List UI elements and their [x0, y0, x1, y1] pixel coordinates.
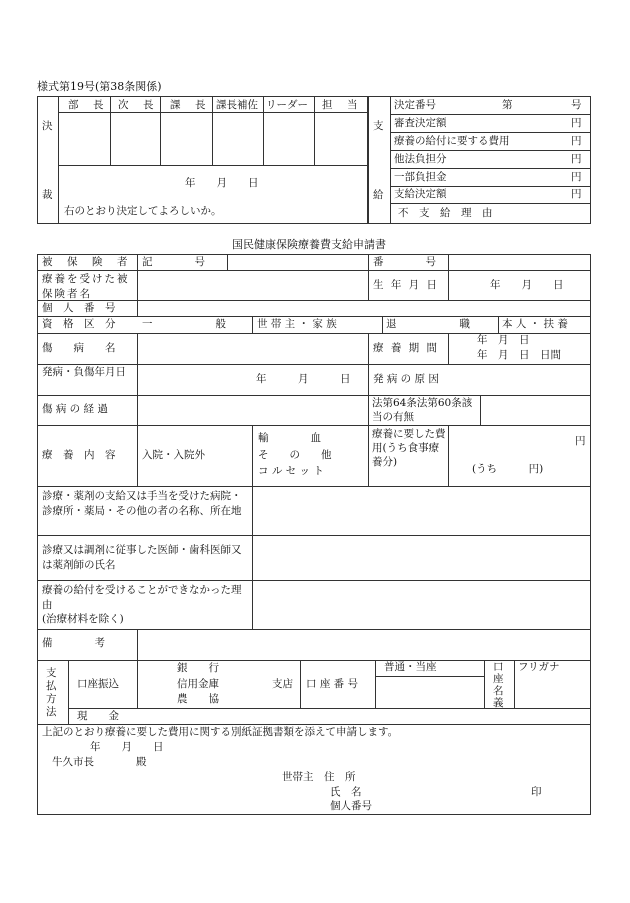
- decision-number-unit: 号: [571, 99, 582, 111]
- col-tanto: 担 当: [322, 99, 360, 111]
- individual-number-label: 個 人 番 号: [42, 302, 116, 314]
- item-other: そ の 他: [258, 449, 332, 461]
- decision-number-dai: 第: [502, 99, 513, 111]
- period-start: 年 月 日: [477, 334, 530, 346]
- mayor-addressee: 牛久市長 殿: [52, 756, 147, 768]
- qualification-label: 資 格 区 分: [42, 318, 116, 330]
- other-law-unit: 円: [571, 153, 582, 165]
- shikyu-bottom-char: 給: [373, 189, 384, 201]
- review-amount-label: 審査決定額: [394, 117, 447, 129]
- other-law-label: 他法負担分: [394, 153, 447, 165]
- qualification-dependent: 本 人 ・ 扶 養: [502, 318, 568, 330]
- furigana-label: フリガナ: [518, 661, 560, 673]
- non-payment-reason-label: 不 支 給 理 由: [398, 207, 493, 219]
- qualification-general: 一 般: [142, 318, 226, 330]
- account-number-label: 口 座 番 号: [306, 678, 359, 690]
- cost-meal-sub: (うち 円): [472, 463, 544, 475]
- seal-mark: 印: [531, 786, 542, 798]
- col-jicho: 次 長: [118, 99, 156, 111]
- approval-text: 右のとおり決定してよろしいか。: [64, 205, 222, 217]
- progress-label: 傷 病 の 経 過: [42, 403, 108, 415]
- shikyu-top-char: 支: [373, 120, 384, 132]
- qualification-household: 世 帯 主 ・ 家 族: [257, 318, 337, 330]
- payment-amount-label: 支給決定額: [394, 188, 447, 200]
- item-corset: コ ル セ ッ ト: [258, 465, 324, 477]
- doctor-label: 診療又は調剤に従事した医師・歯科医師又は薬剤師の氏名: [42, 544, 242, 571]
- period-label: 療 養 期 間: [373, 342, 440, 354]
- period-end: 年 月 日 日間: [477, 349, 561, 361]
- credit-union-option: 信用金庫: [177, 678, 219, 690]
- branch-label: 支店: [272, 678, 293, 690]
- cause-label: 発 病 の 原 因: [373, 373, 439, 385]
- content-label: 療 養 内 容: [42, 449, 116, 461]
- col-kacho: 課 長: [170, 99, 208, 111]
- qualification-retired: 退 職: [386, 318, 470, 330]
- approval-date: 年 月 日: [185, 177, 259, 189]
- col-kacho-hosa: 課長補佐: [216, 99, 258, 111]
- insured-label: 被 保 険 者: [42, 256, 130, 268]
- reason-label: 療養の給付を受けることができなかった理由: [42, 584, 242, 611]
- my-number-label: 個人番号: [330, 800, 372, 812]
- statement: 上記のとおり療養に要した費用に関する別紙証拠書類を添えて申請します。: [42, 726, 399, 738]
- patient-label: 療養を受けた被保険者名: [42, 273, 130, 300]
- birth-label: 生 年 月 日: [373, 279, 440, 291]
- application-date: 年 月 日: [90, 741, 164, 753]
- bango-label: 番 号: [373, 256, 436, 268]
- address-label: 世帯主 住 所: [282, 771, 356, 783]
- provider-label: 診療・薬剤の支給又は手当を受けた病院・診療所・薬局・その他の者の名称、所在地: [42, 490, 242, 517]
- copay-label: 一部負担金: [394, 171, 447, 183]
- copay-unit: 円: [571, 171, 582, 183]
- decision-number-label: 決定番号: [394, 99, 436, 111]
- account-type-label: 普通・当座: [384, 661, 437, 673]
- account-holder-label: 口座名義: [493, 661, 504, 709]
- disease-label: 傷 病 名: [42, 342, 116, 354]
- benefit-cost-unit: 円: [571, 135, 582, 147]
- remarks-label: 備 考: [42, 637, 105, 649]
- form-title: 国民健康保険療養費支給申請書: [232, 238, 386, 251]
- payment-method-label: 支払方法: [46, 667, 57, 718]
- reason-sub: (治療材料を除く): [42, 613, 124, 625]
- cost-unit: 円: [575, 435, 586, 447]
- onset-label: 発病・負傷年月日: [42, 366, 126, 378]
- name-label: 氏 名: [330, 786, 362, 798]
- agri-coop-option: 農 協: [177, 693, 219, 705]
- inpatient-label: 入院・入院外: [142, 449, 205, 461]
- payment-amount-unit: 円: [571, 188, 582, 200]
- law-label: 法第64条法第60条該当の有無: [372, 397, 473, 423]
- bank-option: 銀 行: [177, 662, 219, 674]
- kessai-bottom-char: 裁: [42, 189, 53, 201]
- col-leader: リーダー: [266, 99, 308, 111]
- cost-label: 療養に要した費用(うち食事療養分): [372, 428, 446, 468]
- onset-date: 年 月 日: [256, 373, 351, 385]
- col-bucho: 部 長: [68, 99, 106, 111]
- transfer-label: 口座振込: [77, 678, 119, 690]
- birth-date: 年 月 日: [490, 279, 564, 291]
- kessai-top-char: 決: [42, 120, 53, 132]
- review-amount-unit: 円: [571, 117, 582, 129]
- item-transfusion: 輸 血: [258, 432, 321, 444]
- form-number: 様式第19号(第38条関係): [37, 80, 162, 93]
- kigo-label: 記 号: [142, 256, 205, 268]
- cash-label: 現 金: [77, 710, 119, 722]
- benefit-cost-label: 療養の給付に要する費用: [394, 135, 510, 147]
